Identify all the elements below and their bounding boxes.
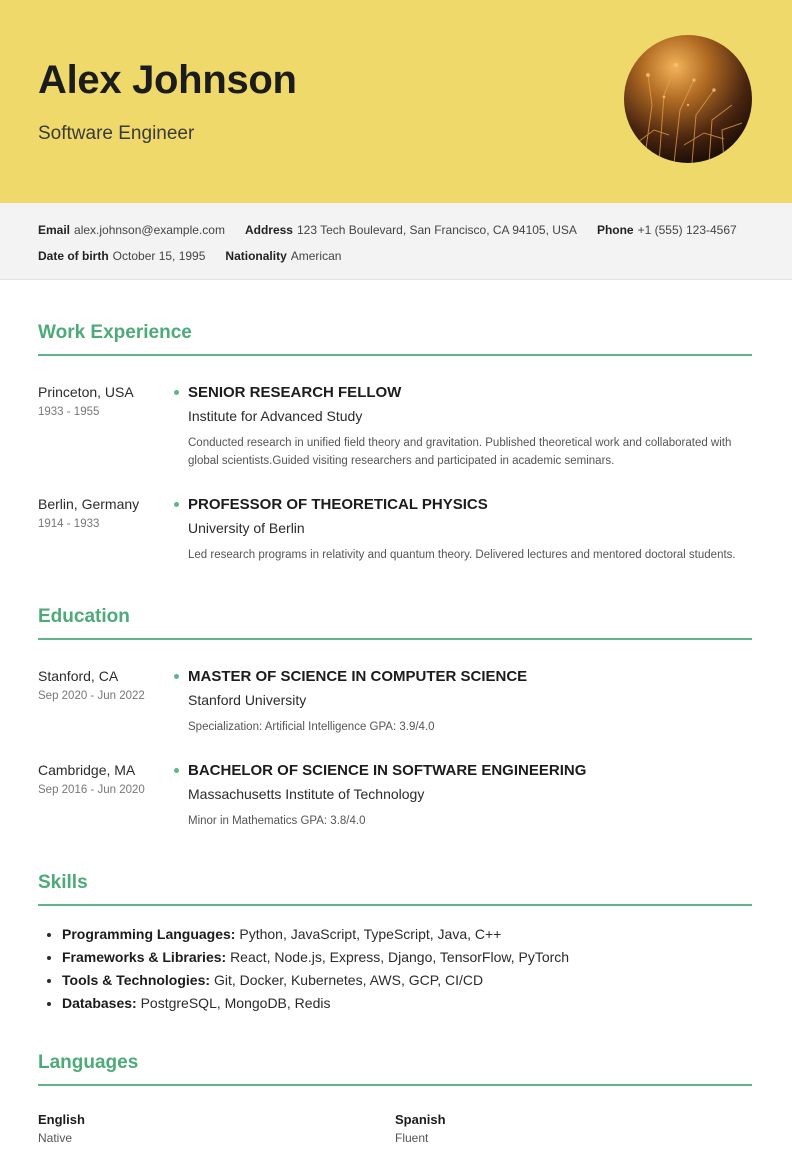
dob-value: October 15, 1995 <box>112 249 206 263</box>
entry-degree: MASTER OF SCIENCE IN COMPUTER SCIENCE <box>188 668 528 685</box>
resume-header <box>0 0 792 203</box>
entry-description: Led research programs in relativity and quantum theory. Delivered lectures and mentored doctoral students. <box>188 549 736 561</box>
entry-description: Minor in Mathematics GPA: 3.8/4.0 <box>188 815 366 827</box>
language-name: Spanish <box>395 1112 446 1127</box>
entry-school: Massachusetts Institute of Technology <box>188 786 425 802</box>
entry-location: Stanford, CA <box>38 668 119 684</box>
profile-photo <box>624 35 752 163</box>
entry-description: Conducted research in unified field theory and gravitation. Published theoretical work and collaborated with global scientists.Guided visiting researchers and participated in academic seminars. <box>188 437 732 467</box>
language-name: English <box>38 1112 85 1127</box>
entry-location: Princeton, USA <box>38 384 134 400</box>
bullet-icon <box>174 674 179 679</box>
job-title: Software Engineer <box>38 123 195 144</box>
entry-organization: Institute for Advanced Study <box>188 408 363 424</box>
language-item <box>38 1112 395 1145</box>
contact-nationality: Nationality American <box>225 249 342 263</box>
entry-organization: University of Berlin <box>188 520 305 536</box>
entry-dates: 1933 - 1955 <box>38 406 100 418</box>
entry-location: Cambridge, MA <box>38 762 136 778</box>
resume-body <box>0 280 792 1145</box>
language-item <box>395 1112 752 1145</box>
contact-row-1 <box>38 223 757 237</box>
contact-dob: Date of birth October 15, 1995 <box>38 249 206 263</box>
contact-address: Address 123 Tech Boulevard, San Francisco, CA 94105, USA <box>244 223 577 237</box>
contact-email: Email alex.johnson@example.com <box>38 223 225 237</box>
skill-item: • Frameworks & Libraries: React, Node.js, Express, Django, TensorFlow, PyTorch <box>62 949 752 965</box>
person-name: Alex Johnson <box>38 58 297 102</box>
bullet-icon <box>174 502 179 507</box>
entry-school: Stanford University <box>188 692 307 708</box>
bullet-icon <box>174 768 179 773</box>
work-entry <box>38 384 752 470</box>
entry-degree: BACHELOR OF SCIENCE IN SOFTWARE ENGINEERING <box>188 762 587 779</box>
section-title-skills: Skills <box>38 830 752 906</box>
language-level: Fluent <box>395 1131 429 1145</box>
address-value: 123 Tech Boulevard, San Francisco, CA 94105, USA <box>296 223 577 237</box>
phone-value: +1 (555) 123-4567 <box>637 223 737 237</box>
nationality-value: American <box>290 249 342 263</box>
contact-bar <box>0 203 792 280</box>
entry-dates: Sep 2020 - Jun 2022 <box>38 690 145 702</box>
contact-row-2 <box>38 249 361 263</box>
entry-dates: Sep 2016 - Jun 2020 <box>38 784 145 796</box>
entry-role: PROFESSOR OF THEORETICAL PHYSICS <box>188 496 488 513</box>
entry-dates: 1914 - 1933 <box>38 518 100 530</box>
work-entry <box>38 496 752 564</box>
bullet-icon <box>174 390 179 395</box>
skill-item: • Databases: PostgreSQL, MongoDB, Redis <box>62 995 752 1011</box>
section-title-work: Work Experience <box>38 280 752 356</box>
skill-item: • Tools & Technologies: Git, Docker, Kubernetes, AWS, GCP, CI/CD <box>62 972 752 988</box>
entry-description: Specialization: Artificial Intelligence GPA: 3.9/4.0 <box>188 721 435 733</box>
contact-phone: Phone +1 (555) 123-4567 <box>596 223 737 237</box>
skills-list <box>38 926 752 1011</box>
language-level: Native <box>38 1131 73 1145</box>
entry-role: SENIOR RESEARCH FELLOW <box>188 384 402 401</box>
education-entry <box>38 762 752 830</box>
skill-item: • Programming Languages: Python, JavaScript, TypeScript, Java, C++ <box>62 926 752 942</box>
entry-location: Berlin, Germany <box>38 496 140 512</box>
section-title-languages: Languages <box>38 1018 752 1086</box>
section-title-education: Education <box>38 564 752 640</box>
education-entry <box>38 668 752 736</box>
languages-list <box>38 1112 752 1145</box>
email-value: alex.johnson@example.com <box>74 223 225 237</box>
